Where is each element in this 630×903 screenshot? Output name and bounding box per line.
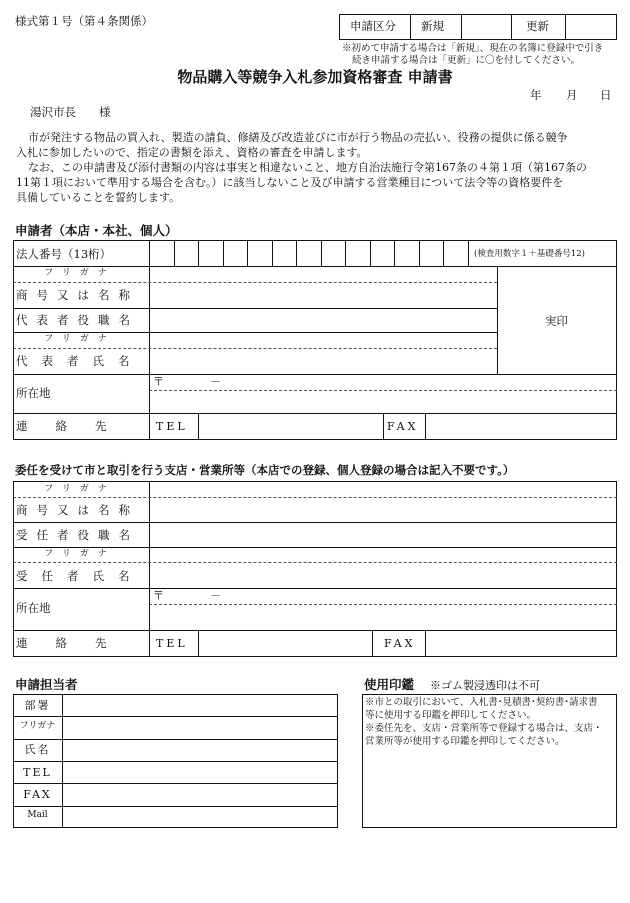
- furigana-label: フリガナ: [44, 268, 116, 278]
- body-line-1: 市が発注する物品の買入れ、製造の請負、修繕及び改造並びに市が行う物品の売払い、役務の提供に係る競争: [28, 131, 568, 144]
- option-renew[interactable]: 更新: [526, 19, 549, 33]
- branch-contact-label: 連絡先: [16, 636, 135, 650]
- seal-note-line-1: ※市との取引において、入札書･見積書･契約書･請求書: [365, 697, 598, 708]
- postal-code-input[interactable]: [150, 375, 616, 390]
- tel-input[interactable]: [199, 414, 382, 439]
- contact-label: 連絡先: [16, 419, 135, 433]
- contact-person-input[interactable]: [63, 740, 337, 760]
- delegate-name-label: 受任者氏名: [16, 569, 144, 583]
- new-mark-field[interactable]: [462, 15, 510, 39]
- company-name-label: 商号又は名称: [16, 288, 139, 302]
- branch-address-label: 所在地: [16, 601, 51, 615]
- branch-address-input[interactable]: [150, 605, 616, 630]
- contact-person-input[interactable]: [63, 695, 337, 715]
- postal-dash: －: [210, 375, 221, 388]
- address-input[interactable]: [150, 391, 616, 413]
- form-number: 様式第１号（第４条関係）: [15, 14, 153, 28]
- application-note-line-1: ※初めて申請する場合は「新規」、現在の名簿に登録中で引き: [342, 43, 604, 54]
- fax-input[interactable]: [426, 414, 616, 439]
- contact-person-input[interactable]: [63, 717, 337, 737]
- registered-seal-area[interactable]: [498, 267, 616, 373]
- postal-dash: －: [210, 589, 221, 602]
- usage-seal-area[interactable]: [364, 752, 615, 826]
- seal-note-line-4: 営業所等が使用する印鑑を押印してください。: [365, 736, 565, 747]
- postal-mark: 〒: [153, 589, 164, 602]
- branch-tel-label: TEL: [156, 637, 188, 650]
- delegate-name-input[interactable]: [150, 563, 616, 588]
- tel-label: TEL: [156, 420, 188, 433]
- postal-mark: 〒: [153, 375, 164, 388]
- body-line-2: 入札に参加したいので、指定の書類を添え、資格の審査を申請します。: [16, 146, 368, 159]
- body-line-5: 具備していることを誓約します。: [16, 191, 181, 204]
- date-year: 年: [530, 88, 542, 102]
- rep-name-label: 代表者氏名: [16, 354, 144, 368]
- addressee: 湯沢市長 様: [30, 105, 111, 119]
- application-note-line-2: 続き申請する場合は「更新」に〇を付してください。: [352, 55, 581, 66]
- rep-title-label: 代表者役職名: [16, 313, 139, 327]
- contact-person-input[interactable]: [63, 784, 337, 804]
- rep-title-input[interactable]: [150, 309, 496, 332]
- branch-company-furigana-input[interactable]: [150, 482, 616, 497]
- seal-section-note: ※ゴム製浸透印は不可: [430, 679, 540, 692]
- branch-postal-code-input[interactable]: [150, 589, 616, 604]
- seal-note-line-2: 等に使用する印鑑を押印してください。: [365, 710, 537, 721]
- branch-company-name-label: 商号又は名称: [16, 503, 139, 517]
- contact-person-row-label: FAX: [23, 788, 52, 801]
- body-line-3: なお、この申請書及び添付書類の内容は事実と相違ないこと、地方自治法施行令第167条の４第１項（第167条の: [28, 161, 587, 174]
- corp-number-label: 法人番号（13桁）: [16, 247, 112, 261]
- application-type-label: 申請区分: [350, 19, 396, 33]
- seal-section-title: 使用印鑑: [364, 677, 415, 692]
- date-day: 日: [600, 88, 612, 102]
- rep-name-input[interactable]: [150, 349, 496, 374]
- corp-number-input[interactable]: [150, 241, 468, 266]
- furigana-label: フリガナ: [44, 484, 116, 494]
- address-label: 所在地: [16, 386, 51, 400]
- body-line-4: 11第１項において準用する場合を含む。）に該当しないこと及び申請する営業種目について法令等の資格要件を: [16, 176, 564, 189]
- contact-person-input[interactable]: [63, 807, 337, 827]
- branch-section-title: 委任を受けて市と取引を行う支店・営業所等（本店での登録、個人登録の場合は記入不要です。）: [15, 463, 515, 477]
- page-title: 物品購入等競争入札参加資格審査 申請書: [177, 68, 453, 86]
- branch-fax-label: FAX: [384, 637, 416, 650]
- branch-tel-input[interactable]: [199, 631, 371, 656]
- delegate-title-label: 受任者役職名: [16, 528, 139, 542]
- delegate-title-input[interactable]: [150, 523, 616, 547]
- company-name-input[interactable]: [150, 283, 496, 308]
- branch-fax-input[interactable]: [426, 631, 616, 656]
- seal-note-line-3: ※委任先を、支店・営業所等で登録する場合は、支店・: [365, 723, 603, 734]
- delegate-furigana-input[interactable]: [150, 548, 616, 562]
- contact-person-row-label: 部署: [24, 698, 51, 712]
- corp-number-note: (検査用数字１＋基礎番号12): [474, 249, 585, 259]
- company-furigana-input[interactable]: [150, 267, 496, 282]
- furigana-label: フリガナ: [44, 334, 116, 344]
- contact-person-row-label: TEL: [23, 765, 52, 779]
- branch-company-name-input[interactable]: [150, 498, 616, 522]
- contact-person-input[interactable]: [63, 762, 337, 782]
- fax-label: FAX: [387, 420, 419, 433]
- seal-label: 実印: [545, 314, 568, 328]
- contact-person-row-label: フリガナ: [19, 721, 56, 731]
- renew-mark-field[interactable]: [566, 15, 616, 39]
- applicant-section-title: 申請者（本店・本社、個人）: [15, 223, 178, 238]
- furigana-label: フリガナ: [44, 549, 116, 559]
- contact-person-row-label: 氏名: [24, 743, 51, 757]
- contact-person-row-label: Mail: [27, 810, 48, 821]
- date-month: 月: [566, 88, 578, 102]
- option-new[interactable]: 新規: [421, 19, 444, 33]
- contact-person-section-title: 申請担当者: [15, 677, 78, 692]
- rep-furigana-input[interactable]: [150, 333, 496, 348]
